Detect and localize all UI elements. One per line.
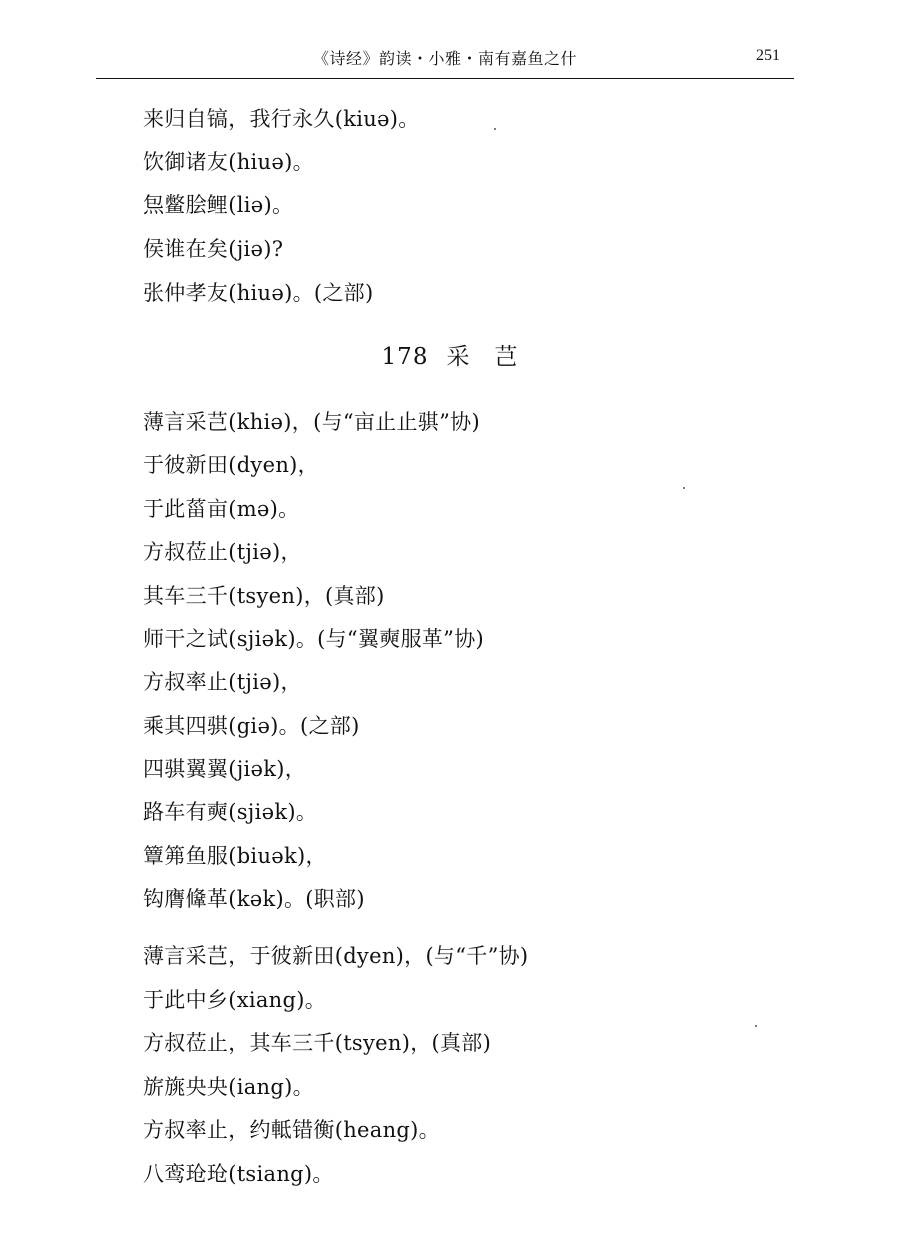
text-line: 于此中乡(xiang)。 — [143, 988, 327, 1012]
text-line: 方叔率止(tjiə)， — [143, 670, 302, 694]
scan-speck — [755, 1025, 757, 1027]
text-line: 师干之试(sjiək)。(与“翼奭服革”协) — [143, 627, 484, 651]
section-title-text: 采 芑 — [446, 344, 519, 370]
text-line: 方叔莅止，其车三千(tsyen)，(真部) — [143, 1031, 492, 1055]
text-line: 张仲孝友(hiuə)。(之部) — [143, 281, 374, 305]
text-line: 四骐翼翼(jiək)， — [143, 757, 307, 781]
scan-speck — [494, 128, 496, 130]
text-line: 于彼新田(dyen)， — [143, 453, 319, 477]
text-line: 方叔莅止(tjiə)， — [143, 540, 302, 564]
section-heading — [0, 341, 900, 373]
text-line: 方叔率止，约軧错衡(heang)。 — [143, 1118, 440, 1142]
text-line: 八鸾玱玱(tsiang)。 — [143, 1162, 334, 1186]
scan-speck — [683, 487, 685, 489]
text-line: 薄言采芑(khiə)，(与“亩止止骐”协) — [143, 410, 480, 434]
text-line: 炰鳖脍鲤(liə)。 — [143, 193, 294, 217]
text-line: 于此菑亩(mə)。 — [143, 497, 300, 521]
running-header-title: 《诗经》韵读・小雅・南有嘉鱼之什 — [312, 49, 577, 68]
text-line: 旂旐央央(iang)。 — [143, 1075, 314, 1099]
text-line: 钩膺鞗革(kək)。(职部) — [143, 887, 365, 911]
text-line: 簟笰鱼服(biuək)， — [143, 844, 327, 868]
section-number: 178 — [381, 344, 429, 370]
running-header — [96, 44, 794, 78]
text-line: 来归自镐，我行永久(kiuə)。 — [143, 107, 420, 131]
page-number: 251 — [756, 47, 780, 64]
text-line: 乘其四骐(giə)。(之部) — [143, 714, 360, 738]
header-rule — [96, 78, 794, 79]
text-line: 其车三千(tsyen)，(真部) — [143, 584, 385, 608]
text-line: 薄言采芑，于彼新田(dyen)，(与“千”协) — [143, 944, 529, 968]
text-line: 路车有奭(sjiək)。 — [143, 800, 318, 824]
text-line: 侯谁在矣(jiə)? — [143, 237, 284, 261]
text-line: 饮御诸友(hiuə)。 — [143, 150, 314, 174]
